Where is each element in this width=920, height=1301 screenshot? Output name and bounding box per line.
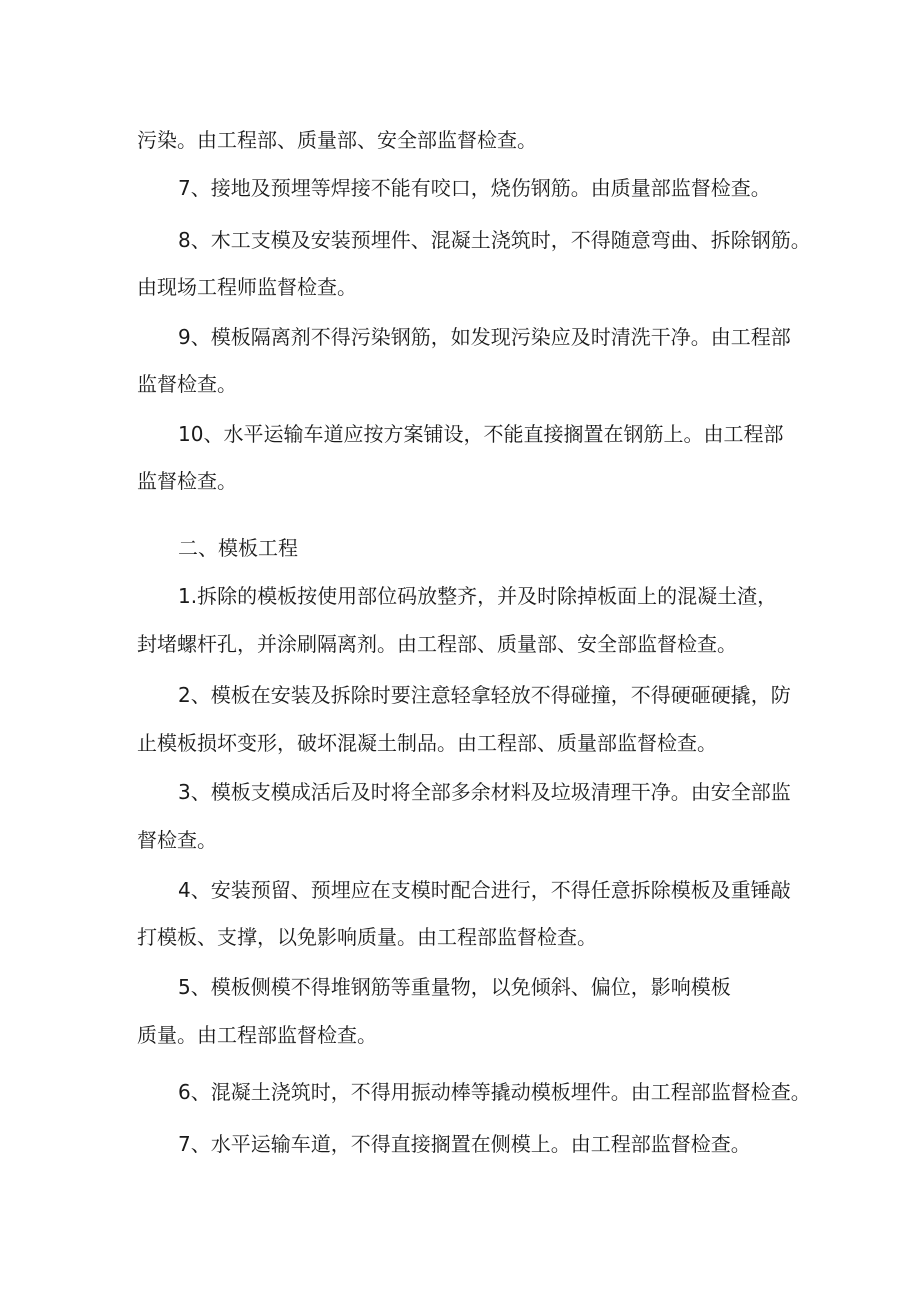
text-line: 5、模板侧模不得堆钢筋等重量物，以免倾斜、偏位，影响模板	[178, 975, 731, 999]
text-line: 封堵螺杆孔，并涂刷隔离剂。由工程部、质量部、安全部监督检查。	[137, 632, 737, 656]
text-line: 督检查。	[137, 828, 217, 852]
text-line: 打模板、支撑，以免影响质量。由工程部监督检查。	[137, 925, 597, 949]
text-line: 2、模板在安装及拆除时要注意轻拿轻放不得碰撞，不得硬砸硬撬，防	[178, 683, 791, 707]
text-line: 7、接地及预埋等焊接不能有咬口，烧伤钢筋。由质量部监督检查。	[178, 176, 771, 200]
text-line: 10、水平运输车道应按方案铺设，不能直接搁置在钢筋上。由工程部	[178, 422, 784, 446]
text-line: 止模板损坏变形，破坏混凝土制品。由工程部、质量部监督检查。	[137, 731, 717, 755]
section-heading: 二、模板工程	[178, 536, 298, 560]
text-line: 3、模板支模成活后及时将全部多余材料及垃圾清理干净。由安全部监	[178, 780, 791, 804]
text-line: 9、模板隔离剂不得污染钢筋，如发现污染应及时清洗干净。由工程部	[178, 325, 791, 349]
text-line: 1.拆除的模板按使用部位码放整齐，并及时除掉板面上的混凝土渣，	[178, 584, 778, 608]
text-line: 污染。由工程部、质量部、安全部监督检查。	[137, 128, 537, 152]
text-line: 4、安装预留、预埋应在支模时配合进行，不得任意拆除模板及重锤敲	[178, 878, 791, 902]
text-line: 监督检查。	[137, 469, 237, 493]
text-line: 质量。由工程部监督检查。	[137, 1023, 377, 1047]
text-line: 8、木工支模及安装预埋件、混凝土浇筑时，不得随意弯曲、拆除钢筋。	[178, 228, 811, 252]
text-line: 6、混凝土浇筑时，不得用振动棒等撬动模板埋件。由工程部监督检查。	[178, 1080, 811, 1104]
text-line: 监督检查。	[137, 372, 237, 396]
text-line: 由现场工程师监督检查。	[137, 275, 357, 299]
text-line: 7、水平运输车道，不得直接搁置在侧模上。由工程部监督检查。	[178, 1132, 751, 1156]
